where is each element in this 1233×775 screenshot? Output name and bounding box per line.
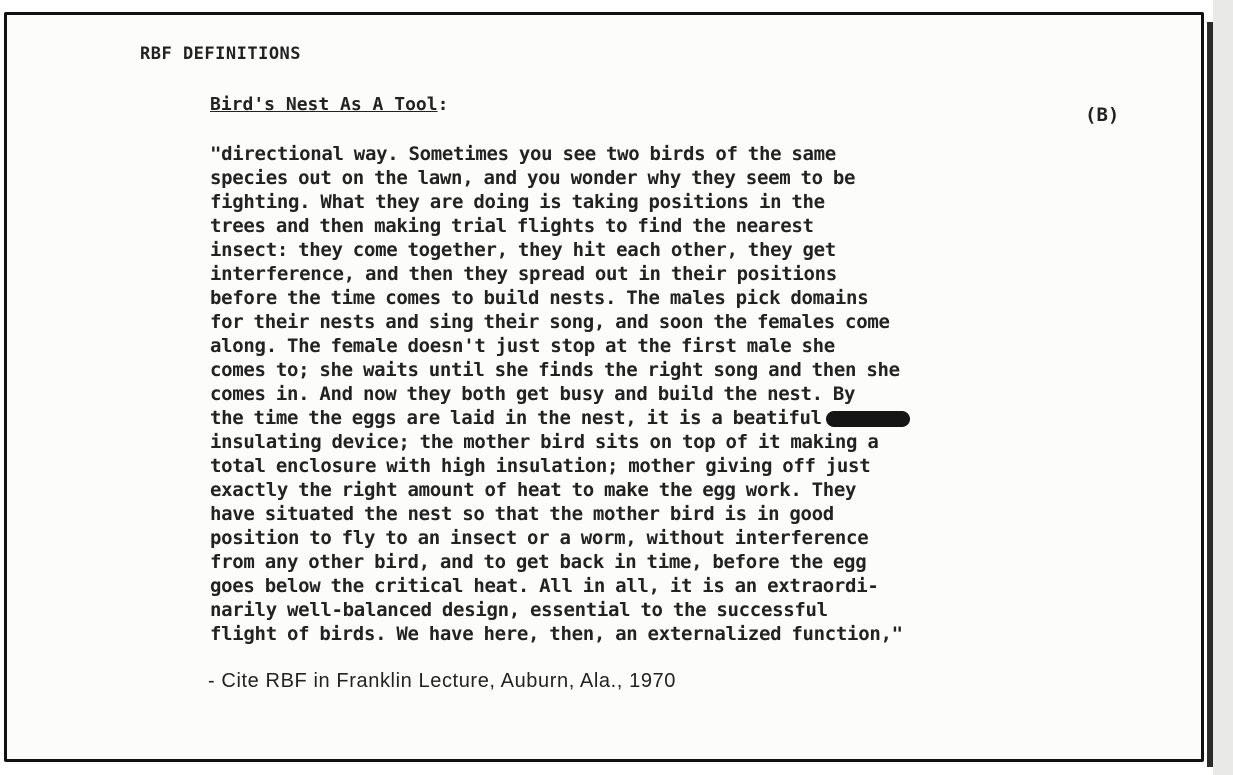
quote-line: species out on the lawn, and you wonder why they seem to be: [210, 167, 856, 189]
section-code: (B): [1085, 104, 1120, 126]
ink-blot: [826, 411, 910, 427]
quote-line: from any other bird, and to get back in time, before the egg: [210, 551, 867, 573]
section-title-text: Bird's Nest As A Tool: [210, 94, 438, 115]
page-edge: [1213, 0, 1233, 775]
section-title-colon: :: [437, 94, 449, 115]
quote-line: interference, and then they spread out in their positions: [210, 263, 837, 285]
quote-line-text: the time the eggs are laid in the nest, it is a beatiful: [210, 407, 822, 429]
section-title: [210, 94, 448, 115]
quote-line: exactly the right amount of heat to make the egg work. They: [210, 479, 857, 501]
quote-line: trees and then making trial flights to find the nearest: [210, 215, 814, 237]
quote-line: position to fly to an insect or a worm, without interference: [210, 527, 869, 549]
quote-line: total enclosure with high insulation; mother giving off just: [210, 455, 871, 477]
quote-line: for their nests and sing their song, and soon the females come: [210, 311, 890, 333]
quote-line: narily well-balanced design, essential to the successful: [210, 599, 828, 621]
quote-line: flight of birds. We have here, then, an externalized function,": [210, 623, 903, 645]
quote-line: along. The female doesn't just stop at the first male she: [210, 335, 835, 357]
quote-line: have situated the nest so that the mother bird is in good: [210, 503, 834, 525]
quote-line: "directional way. Sometimes you see two birds of the same: [210, 143, 836, 165]
quote-line: before the time comes to build nests. The males pick domains: [210, 287, 869, 309]
quote-line: insect: they come together, they hit each other, they get: [210, 239, 836, 261]
quote-body: [210, 142, 1110, 646]
citation: - Cite RBF in Franklin Lecture, Auburn, Ala., 1970: [208, 670, 676, 692]
quote-line: goes below the critical heat. All in all, it is an extraordi-: [210, 575, 879, 597]
page-title: RBF DEFINITIONS: [140, 44, 302, 64]
quote-line-with-blot: [210, 406, 1110, 430]
quote-line: comes to; she waits until she finds the right song and then she: [210, 359, 900, 381]
quote-line: fighting. What they are doing is taking positions in the: [210, 191, 825, 213]
quote-line: insulating device; the mother bird sits on top of it making a: [210, 431, 879, 453]
quote-line: comes in. And now they both get busy and build the nest. By: [210, 383, 856, 405]
card-shadow: [1207, 22, 1213, 767]
